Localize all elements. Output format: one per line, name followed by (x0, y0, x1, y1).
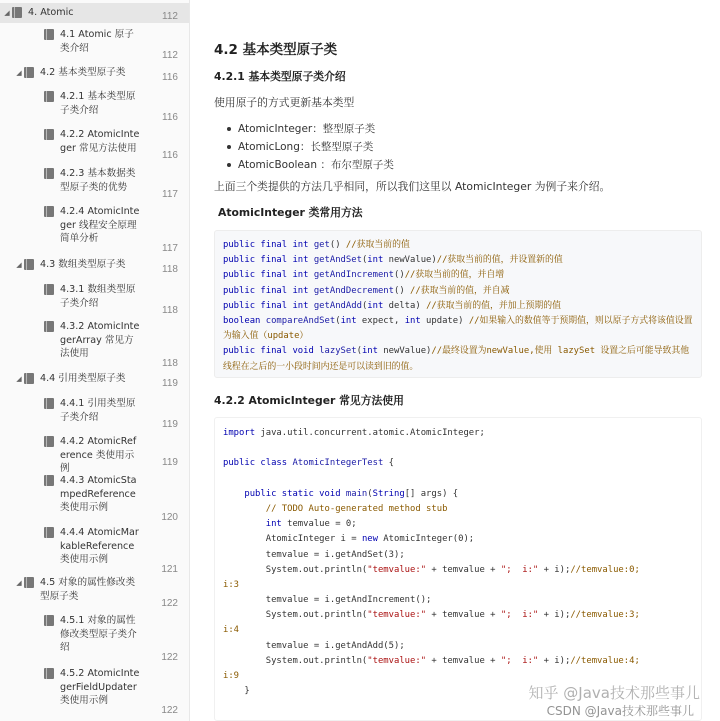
bookmark-icon (24, 373, 34, 384)
expand-arrow-icon[interactable]: ◢ (16, 69, 22, 77)
toc-page-number: 119 (162, 457, 178, 468)
bookmark-icon (44, 29, 54, 40)
code-block-example (214, 417, 702, 721)
toc-page-number: 116 (162, 150, 178, 161)
toc-item[interactable] (0, 435, 190, 475)
bookmark-icon (44, 168, 54, 179)
methods-title: AtomicInteger 类常用方法 (218, 206, 363, 219)
toc-label: 4.4.2 AtomicReference 类使用示例 (60, 436, 137, 475)
toc-item[interactable] (0, 372, 190, 392)
toc-label: 4.4.1 引用类型原子类介绍 (60, 398, 136, 423)
bookmark-icon (44, 284, 54, 295)
bookmark-icon (44, 129, 54, 140)
code-line: public final int getAndSet(int newValue)//获取当前的值，并设置新的值 (223, 255, 563, 266)
code-line: public final int getAndIncrement()//获取当前的值，并自增 (223, 270, 505, 281)
code-line: i:9 (223, 671, 240, 681)
bookmark-icon (44, 527, 54, 538)
toc-page-number: 119 (162, 378, 178, 389)
code-line: public class AtomicIntegerTest { (223, 458, 394, 469)
code-line: temvalue = i.getAndSet(3); (223, 549, 405, 560)
code-line: public final int getAndDecrement() //获取当前的值，并自减 (223, 285, 510, 296)
expand-arrow-icon[interactable]: ◢ (16, 375, 22, 383)
toc-label: 4.4 引用类型原子类 (40, 373, 126, 384)
toc-label: 4.2.1 基本类型原子类介绍 (60, 91, 136, 116)
subsection-heading-intro: 4.2.1 基本类型原子类介绍 (214, 70, 346, 83)
toc-label: 4.4.3 AtomicStampedReference 类使用示例 (60, 475, 137, 514)
code-line: temvalue = i.getAndAdd(5); (223, 640, 405, 651)
list-item: AtomicBoolean ：布尔型原子类 (238, 156, 394, 174)
code-line: AtomicInteger i = new AtomicInteger(0); (223, 534, 475, 545)
code-line: System.out.println("temvalue:" + temvalue + "; i:" + i);//temvalue:3; (223, 610, 640, 621)
code-block-methods (214, 230, 702, 378)
code-line (223, 472, 693, 487)
toc-item[interactable] (0, 320, 190, 370)
expand-arrow-icon[interactable]: ◢ (4, 9, 10, 17)
bookmark-icon (44, 668, 54, 679)
toc-item[interactable] (0, 397, 190, 433)
code-line: import java.util.concurrent.atomic.AtomicInteger; (223, 428, 485, 438)
subsection-heading-usage: 4.2.2 AtomicInteger 常见方法使用 (214, 394, 404, 407)
toc-item[interactable] (0, 258, 190, 278)
toc-item[interactable] (0, 667, 190, 717)
summary-text: 上面三个类提供的方法几乎相同，所以我们这里以 AtomicInteger 为例子来介绍。 (214, 180, 611, 193)
section-heading: 4.2 基本类型原子类 (214, 42, 338, 58)
code-line: i:3 (223, 579, 240, 590)
toc-item[interactable] (0, 90, 190, 126)
toc-label: 4.3.2 AtomicIntegerArray 常见方法使用 (60, 321, 140, 360)
code-line (223, 441, 693, 456)
toc-label: 4.2.3 基本数据类型原子类的优势 (60, 168, 136, 193)
intro-text: 使用原子的方式更新基本类型 (214, 96, 355, 109)
document-content (190, 0, 720, 721)
code-line: public final int get() //获取当前的值 (223, 240, 410, 250)
code-line: public static void main(String[] args) { (244, 488, 459, 499)
code-line: int temvalue = 0; (265, 519, 357, 530)
expand-arrow-icon[interactable]: ◢ (16, 579, 22, 587)
toc-page-number: 112 (162, 50, 178, 61)
toc-label: 4.3.1 数组类型原子类介绍 (60, 284, 136, 309)
toc-label: 4.1 Atomic 原子类介绍 (60, 29, 134, 54)
toc-page-number: 122 (161, 598, 178, 609)
bookmark-icon (44, 436, 54, 447)
toc-item[interactable] (0, 474, 190, 524)
code-line: } (223, 686, 250, 697)
toc-label: 4.2.2 AtomicInteger 常见方法使用 (60, 129, 140, 154)
toc-page-number: 122 (161, 705, 178, 716)
toc-item[interactable] (0, 205, 190, 255)
csdn-watermark: CSDN @Java技术那些事儿 (546, 704, 694, 718)
toc-item[interactable] (0, 28, 190, 64)
toc-item[interactable] (0, 283, 190, 319)
toc-item[interactable] (0, 576, 190, 612)
toc-item[interactable] (0, 66, 190, 86)
bookmark-icon (44, 475, 54, 486)
toc-page-number: 118 (162, 264, 178, 275)
toc-page-number: 121 (161, 564, 178, 575)
bookmark-icon (44, 91, 54, 102)
code-line: public final int getAndAdd(int delta) //获取当前的值，并加上预期的值 (223, 300, 561, 311)
toc-item[interactable] (0, 526, 190, 576)
toc-label: 4.2 基本类型原子类 (40, 67, 126, 78)
toc-page-number: 116 (162, 112, 178, 123)
toc-label: 4.5.2 AtomicIntegerFieldUpdater 类使用示例 (60, 668, 140, 707)
code-line: boolean compareAndSet(int expect, int update) //如果输入的数值等于预期值，则以原子方式将该值设置为输入值（update） (223, 316, 693, 342)
bookmark-icon (12, 7, 22, 18)
bookmark-icon (24, 259, 34, 270)
bookmark-icon (44, 398, 54, 409)
toc-label: 4.5.1 对象的属性修改类型原子类介绍 (60, 615, 137, 654)
code-line: i:4 (223, 625, 240, 636)
bookmark-icon (44, 321, 54, 332)
toc-item[interactable] (0, 167, 190, 203)
toc-item[interactable] (0, 614, 190, 664)
bookmark-icon (44, 615, 54, 626)
list-item: AtomicLong：长整型原子类 (238, 138, 394, 156)
bookmark-icon (24, 67, 34, 78)
toc-page-number: 118 (162, 358, 178, 369)
toc-page-number: 118 (162, 305, 178, 316)
toc-sidebar (0, 0, 190, 721)
toc-label: 4.3 数组类型原子类 (40, 259, 126, 270)
toc-page-number: 120 (161, 512, 178, 523)
code-line: temvalue = i.getAndIncrement(); (223, 595, 432, 606)
toc-page-number: 117 (162, 189, 178, 200)
type-list (238, 120, 394, 174)
toc-item[interactable] (0, 128, 190, 164)
code-line: // TODO Auto-generated method stub (265, 503, 448, 514)
toc-label: 4.4.4 AtomicMarkableReference 类使用示例 (60, 527, 139, 566)
toc-label: 4.2.4 AtomicInteger 线程安全原理简单分析 (60, 206, 140, 245)
zhihu-watermark: 知乎 @Java技术那些事儿 (528, 684, 700, 702)
toc-item[interactable] (0, 3, 190, 23)
code-line: public final void lazySet(int newValue)//最终设置为newValue,使用 lazySet 设置之后可能导致其他线程在之后的一小段时间内还是可以读到旧的值。 (223, 346, 690, 372)
code-line: System.out.println("temvalue:" + temvalue + "; i:" + i);//temvalue:4; (223, 655, 640, 666)
toc-page-number: 119 (162, 419, 178, 430)
toc-label: 4. Atomic (28, 7, 74, 18)
toc-page-number: 112 (162, 11, 178, 22)
bookmark-icon (44, 206, 54, 217)
bookmark-icon (24, 577, 34, 588)
list-item: AtomicInteger：整型原子类 (238, 120, 394, 138)
toc-page-number: 117 (162, 243, 178, 254)
toc-label: 4.5 对象的属性修改类型原子类 (40, 577, 136, 602)
code-line: System.out.println("temvalue:" + temvalue + "; i:" + i);//temvalue:0; (223, 564, 640, 575)
toc-page-number: 116 (162, 72, 178, 83)
expand-arrow-icon[interactable]: ◢ (16, 261, 22, 269)
toc-page-number: 122 (161, 652, 178, 663)
